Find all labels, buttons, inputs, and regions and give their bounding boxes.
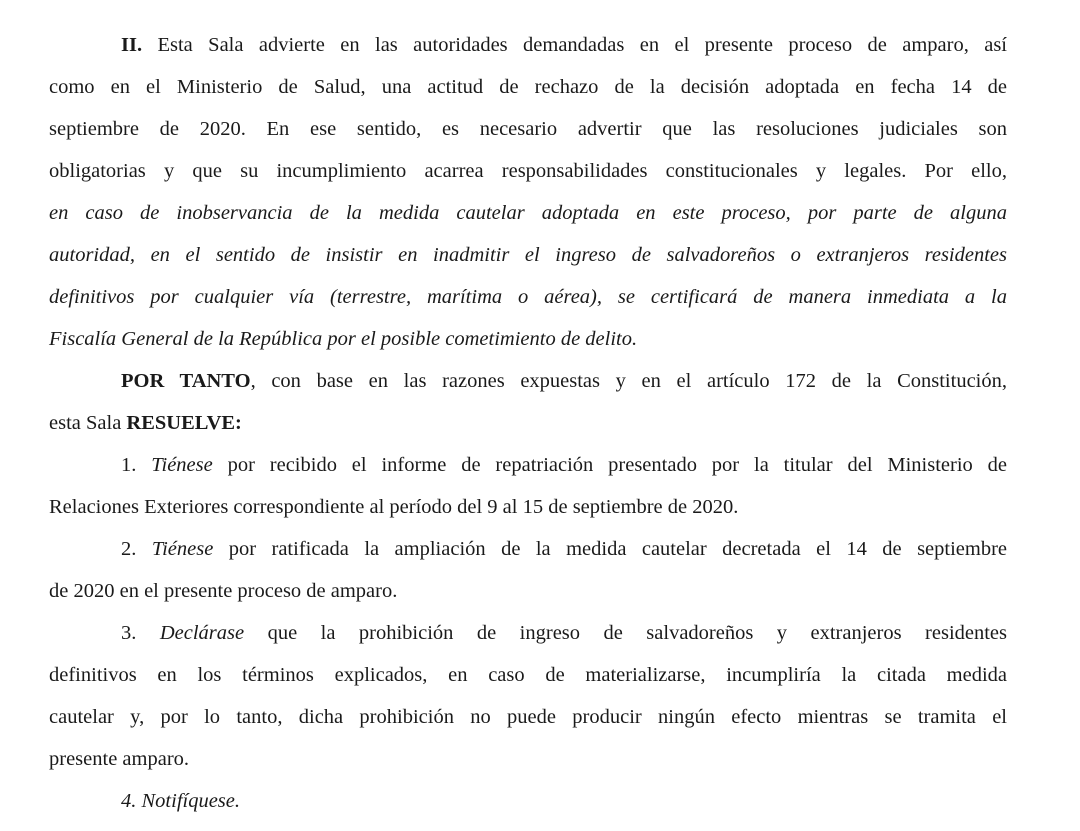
section-ii-italic-line-2: autoridad, en el sentido de insistir en inadmitir el ingreso de salvadoreños o extranjeros residentes (49, 244, 1007, 266)
resolution-2-line-1: 2. Tiénese por ratificada la ampliación de la medida cautelar decretada el 14 de septiembre (121, 538, 1008, 560)
section-ii-line-3: septiembre de 2020. En ese sentido, es necesario advertir que las resoluciones judiciales son (49, 118, 1007, 140)
section-ii-italic-line-1: en caso de inobservancia de la medida cautelar adoptada en este proceso, por parte de alguna (49, 202, 1007, 224)
document-page (49, 24, 1007, 822)
section-ii-heading: II. (121, 34, 143, 56)
por-tanto-line-2: esta Sala RESUELVE: (49, 412, 242, 434)
resolution-3-line-3: cautelar y, por lo tanto, dicha prohibición no puede producir ningún efecto mientras se tramita el (49, 706, 1007, 728)
resolution-3-line-4: presente amparo. (49, 748, 190, 770)
resolution-4-line-1: 4. Notifíquese. (121, 790, 241, 812)
section-ii-italic-line-4: Fiscalía General de la República por el posible cometimiento de delito. (49, 328, 638, 350)
resolution-1-line-2: Relaciones Exteriores correspondiente al período del 9 al 15 de septiembre de 2020. (49, 496, 739, 518)
resolution-3-line-1: 3. Declárase que la prohibición de ingreso de salvadoreños y extranjeros residentes (121, 622, 1008, 644)
resolution-1-line-1: 1. Tiénese por recibido el informe de repatriación presentado por la titular del Ministerio de (121, 454, 1007, 476)
section-ii-line-4: obligatorias y que su incumplimiento acarrea responsabilidades constitucionales y legales. Por ello, (49, 160, 1007, 182)
section-ii-italic-line-3: definitivos por cualquier vía (terrestre, marítima o aérea), se certificará de manera inmediata a la (49, 286, 1007, 308)
resolution-3-line-2: definitivos en los términos explicados, en caso de materializarse, incumpliría la citada medida (49, 664, 1007, 686)
section-ii-line-2: como en el Ministerio de Salud, una actitud de rechazo de la decisión adoptada en fecha 14 de (49, 76, 1007, 98)
resolution-2-line-2: de 2020 en el presente proceso de amparo. (49, 580, 398, 602)
resuelve-label: RESUELVE: (126, 412, 242, 434)
section-ii-line-1: II. Esta Sala advierte en las autoridades demandadas en el presente proceso de amparo, así (121, 34, 1007, 56)
por-tanto-lead: POR TANTO (121, 370, 251, 392)
por-tanto-line-1: POR TANTO, con base en las razones expuestas y en el artículo 172 de la Constitución, (121, 370, 1007, 392)
